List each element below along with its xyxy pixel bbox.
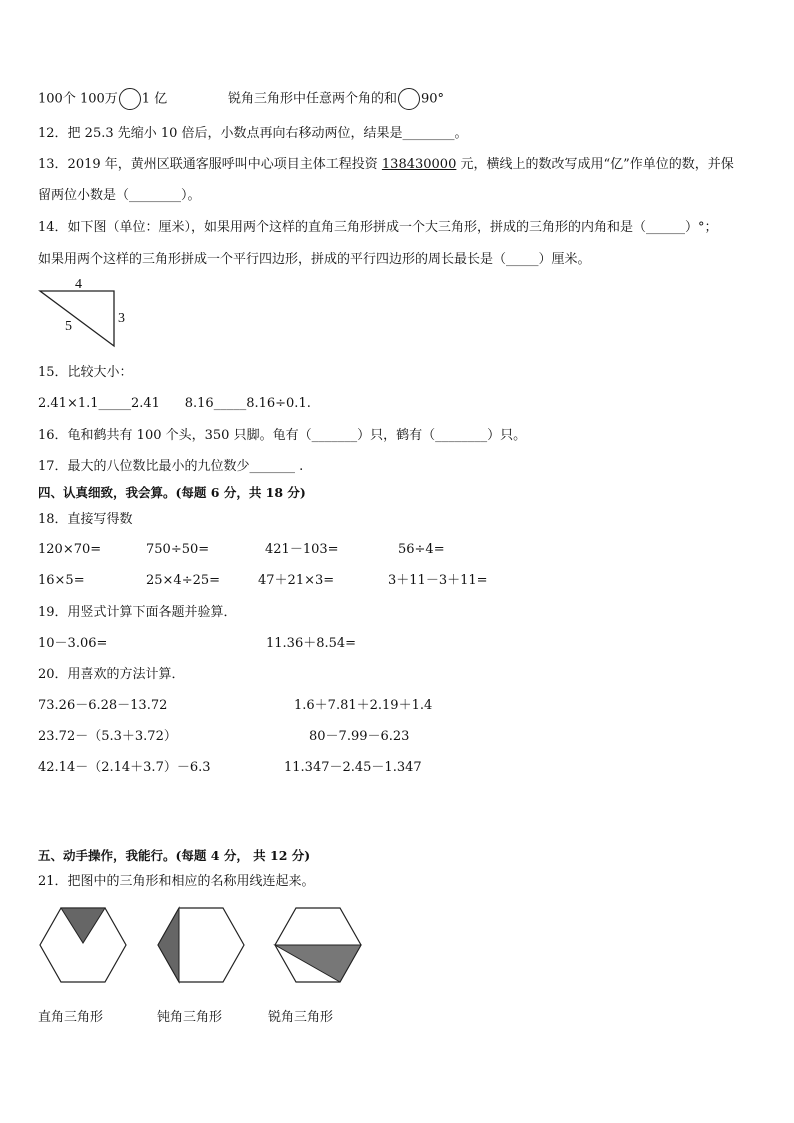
hexagon-figure-1 <box>38 906 128 986</box>
q13-line1 <box>38 156 734 174</box>
q11-right-before: 锐角三角形中任意两个角的和 <box>228 91 398 107</box>
q15-title: 15．比较大小： <box>38 365 133 380</box>
q20-r1c2: 1.6＋7.81＋2.19＋1.4 <box>294 698 433 713</box>
q11-line <box>38 88 167 110</box>
q13-number: 138430000 <box>381 157 457 172</box>
q21-title: 21．把图中的三角形和相应的名称用线连起来。 <box>38 874 315 889</box>
q14-line2: 如果用两个这样的三角形拼成一个平行四边形，拼成的平行四边形的周长最长是（_____）厘米。 <box>38 252 591 267</box>
q11-right <box>228 88 444 110</box>
section5-heading: 五、动手操作，我能行。(每题 4 分， 共 12 分) <box>38 848 311 863</box>
label-obtuse-triangle: 钝角三角形 <box>157 1010 223 1025</box>
compare-circle-2[interactable] <box>398 88 420 110</box>
q18-r1c1: 120×70= <box>38 542 102 557</box>
q18-title: 18．直接写得数 <box>38 512 133 527</box>
q13-pre: 13．2019 年，黄州区联通客服呼叫中心项目主体工程投资 <box>38 157 382 172</box>
q18-r2c4: 3＋11－3＋11= <box>388 573 488 588</box>
q11-left-after: 1 亿 <box>141 91 168 107</box>
q18-r1c2: 750÷50= <box>146 542 210 557</box>
q19-item-1: 10－3.06= <box>38 636 108 651</box>
q13-line2: 留两位小数是（________）。 <box>38 188 201 203</box>
q19-item-2: 11.36＋8.54= <box>266 636 357 651</box>
q20-r1c1: 73.26－6.28－13.72 <box>38 698 168 713</box>
section4-heading: 四、认真细致，我会算。(每题 6 分，共 18 分) <box>38 485 306 500</box>
q11-left-before: 100个 100万 <box>38 91 118 107</box>
q11-right-after: 90° <box>421 91 445 107</box>
q19-title: 19．用竖式计算下面各题并验算． <box>38 605 237 620</box>
q18-r2c1: 16×5= <box>38 573 85 588</box>
q14-line1: 14．如下图（单位：厘米），如果用两个这样的直角三角形拼成一个大三角形，拼成的三角形的内角和是（______）°； <box>38 220 718 235</box>
q20-r2c1: 23.72－（5.3＋3.72） <box>38 729 177 744</box>
triangle-side-hypotenuse: 5 <box>65 319 72 334</box>
label-right-triangle: 直角三角形 <box>38 1010 104 1025</box>
q13-post: 元，横线上的数改写成用“亿”作单位的数，并保 <box>456 157 734 172</box>
compare-circle-1[interactable] <box>119 88 141 110</box>
q20-r3c2: 11.347－2.45－1.347 <box>284 760 422 775</box>
triangle-side-right: 3 <box>118 311 125 326</box>
q18-r2c2: 25×4÷25= <box>146 573 221 588</box>
q20-title: 20．用喜欢的方法计算． <box>38 667 185 682</box>
hexagon-figure-2 <box>156 906 246 986</box>
q16-text: 16．龟和鹤共有 100 个头，350 只脚。龟有（_______）只，鹤有（________）只。 <box>38 428 527 443</box>
q17-text: 17．最大的八位数比最小的九位数少_______ . <box>38 459 304 474</box>
label-acute-triangle: 锐角三角形 <box>268 1010 334 1025</box>
q20-r2c2: 80－7.99－6.23 <box>309 729 410 744</box>
q20-r3c1: 42.14－（2.14＋3.7）－6.3 <box>38 760 211 775</box>
q12-text: 12．把 25.3 先缩小 10 倍后，小数点再向右移动两位，结果是________。 <box>38 126 468 141</box>
q18-r1c4: 56÷4= <box>398 542 445 557</box>
triangle-side-top: 4 <box>75 277 82 292</box>
hexagon-figure-3 <box>273 906 363 986</box>
q18-r1c3: 421－103= <box>265 542 339 557</box>
q15-items: 2.41×1.1_____2.41 8.16_____8.16÷0.1. <box>38 396 311 411</box>
q18-r2c3: 47＋21×3= <box>258 573 335 588</box>
